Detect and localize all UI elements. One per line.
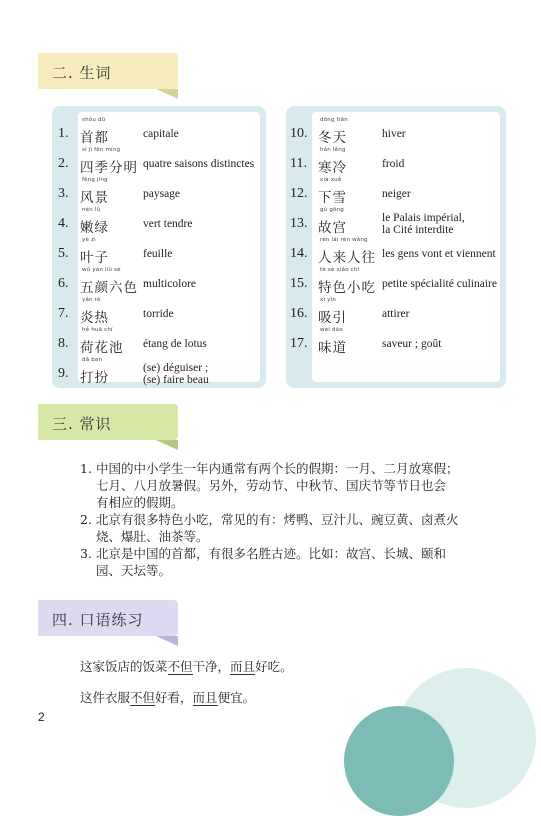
chinese-word: 四季分明 xyxy=(80,160,138,176)
sentence-part: 便宜。 xyxy=(217,690,256,705)
french-translation: capitale xyxy=(143,128,179,140)
pinyin: wǔ yán liù sè xyxy=(82,267,121,273)
culture-item-number: 1. xyxy=(80,461,92,476)
section-header-culture xyxy=(38,404,178,440)
vocab-row xyxy=(286,175,506,205)
pinyin: fēng jǐng xyxy=(82,177,108,183)
french-translation: vert tendre xyxy=(143,218,193,230)
vocab-panel-left xyxy=(52,106,266,388)
pinyin: dǎ ban xyxy=(82,357,103,363)
chinese-word: 荷花池 xyxy=(80,340,124,356)
vocab-row xyxy=(286,325,506,355)
section-header-vocabulary xyxy=(38,53,178,89)
vocab-number: 17. xyxy=(290,336,308,351)
sentence-part: 这家饭店的饭菜 xyxy=(80,659,168,674)
vocab-number: 3. xyxy=(58,186,69,201)
vocab-row xyxy=(52,355,266,385)
vocab-row xyxy=(286,295,506,325)
chinese-word: 故宫 xyxy=(318,220,347,236)
french-translation: feuille xyxy=(143,248,173,260)
french-translation: froid xyxy=(382,158,405,170)
header-corner xyxy=(156,440,178,450)
vocab-row xyxy=(52,145,266,175)
vocab-row xyxy=(286,115,506,145)
chinese-word: 吸引 xyxy=(318,310,347,326)
oral-sentence-2 xyxy=(80,688,255,706)
culture-item-line: 北京有很多特色小吃，常见的有：烤鸭、豆汁儿、豌豆黄、卤煮火 xyxy=(96,512,459,527)
chinese-word: 嫩绿 xyxy=(80,220,109,236)
vocab-number: 10. xyxy=(290,126,308,141)
culture-item-line: 七月、八月放暑假。另外，劳动节、中秋节、国庆节等节日也会 xyxy=(96,478,447,493)
chinese-word: 打扮 xyxy=(80,370,109,386)
pinyin: gù gōng xyxy=(320,207,344,213)
vocab-row xyxy=(52,295,266,325)
chinese-word: 寒冷 xyxy=(318,160,347,176)
section-header-oral xyxy=(38,600,178,636)
french-translation: petite spécialité culinaire xyxy=(382,278,497,290)
decorative-circle-dark xyxy=(344,706,454,816)
oral-sentence-1 xyxy=(80,657,293,675)
french-translation: étang de lotus xyxy=(143,338,207,350)
culture-item-number: 3. xyxy=(80,546,92,561)
vocab-number: 15. xyxy=(290,276,308,291)
vocab-number: 1. xyxy=(58,126,69,141)
header-corner xyxy=(156,89,178,99)
french-translation: attirer xyxy=(382,308,410,320)
section-title: 四. 口语练习 xyxy=(52,611,144,629)
pinyin: xià xuě xyxy=(320,177,342,183)
french-translation: le Palais impérial, xyxy=(382,212,465,224)
pinyin: shǒu dū xyxy=(82,117,106,123)
french-translation: neiger xyxy=(382,188,411,200)
chinese-word: 下雪 xyxy=(318,190,347,206)
underlined-word: 不但 xyxy=(130,690,156,705)
underlined-word: 不但 xyxy=(167,659,193,674)
chinese-word: 五颜六色 xyxy=(80,280,138,296)
vocab-number: 16. xyxy=(290,306,308,321)
vocab-number: 11. xyxy=(290,156,307,171)
culture-item-line: 园、天坛等。 xyxy=(96,563,172,578)
vocab-number: 5. xyxy=(58,246,69,261)
vocab-number: 12. xyxy=(290,186,308,201)
chinese-word: 特色小吃 xyxy=(318,280,376,296)
sentence-part: 好吃。 xyxy=(255,659,293,674)
pinyin: sì jì fēn míng xyxy=(82,147,121,153)
vocab-number: 2. xyxy=(58,156,69,171)
culture-item-number: 2. xyxy=(80,512,92,527)
pinyin: dōng tiān xyxy=(320,117,348,123)
vocab-number: 13. xyxy=(290,216,308,231)
vocab-row xyxy=(52,265,266,295)
french-translation: (se) faire beau xyxy=(143,374,209,386)
chinese-word: 风景 xyxy=(80,190,109,206)
vocab-number: 8. xyxy=(58,336,69,351)
vocab-row xyxy=(52,175,266,205)
french-translation: les gens vont et viennent xyxy=(382,248,496,260)
pinyin: hán lěng xyxy=(320,147,346,153)
vocab-row xyxy=(52,325,266,355)
sentence-part: 好看， xyxy=(155,690,193,705)
sentence-part: 干净， xyxy=(192,659,231,674)
vocab-number: 7. xyxy=(58,306,69,321)
vocab-row xyxy=(286,145,506,175)
vocab-row xyxy=(52,115,266,145)
chinese-word: 冬天 xyxy=(318,130,347,146)
pinyin: rén lái rén wǎng xyxy=(320,237,368,243)
vocab-row xyxy=(286,265,506,295)
french-translation: hiver xyxy=(382,128,406,140)
french-translation: torride xyxy=(143,308,174,320)
vocab-panel-right xyxy=(286,106,506,388)
chinese-word: 叶子 xyxy=(80,250,109,266)
pinyin: wèi dào xyxy=(320,327,343,333)
underlined-word: 而且 xyxy=(230,659,256,674)
culture-item-line: 北京是中国的首都，有很多名胜古迹。比如：故宫、长城、颐和 xyxy=(96,546,447,561)
french-translation: la Cité interdite xyxy=(382,224,454,236)
vocab-row xyxy=(286,205,506,235)
french-translation: quatre saisons distinctes xyxy=(143,158,255,170)
vocab-row xyxy=(52,205,266,235)
pinyin: nèn lǜ xyxy=(82,207,101,213)
french-translation: multicolore xyxy=(143,278,197,290)
french-translation: (se) déguiser ; xyxy=(143,362,209,374)
culture-item-line: 中国的中小学生一年内通常有两个长的假期：一月、二月放寒假； xyxy=(96,461,459,476)
pinyin: yán rè xyxy=(82,297,101,303)
culture-item-line: 有相应的假期。 xyxy=(96,495,184,510)
section-title: 二. 生词 xyxy=(52,64,112,82)
sentence-part: 这件衣服 xyxy=(80,690,131,705)
vocab-row xyxy=(286,235,506,265)
vocab-number: 14. xyxy=(290,246,308,261)
chinese-word: 炎热 xyxy=(80,310,109,326)
section-title: 三. 常识 xyxy=(52,415,112,433)
culture-item-line: 烧、爆肚、油茶等。 xyxy=(96,529,209,544)
chinese-word: 人来人往 xyxy=(318,250,376,266)
pinyin: hé huā chí xyxy=(82,327,113,333)
vocab-number: 6. xyxy=(58,276,69,291)
pinyin: yè zi xyxy=(82,237,96,243)
french-translation: saveur ; goût xyxy=(382,338,442,350)
vocab-number: 4. xyxy=(58,216,69,231)
chinese-word: 首都 xyxy=(80,130,109,146)
pinyin: tè sè xiǎo chī xyxy=(320,267,360,273)
pinyin: xī yǐn xyxy=(320,297,337,303)
french-translation: paysage xyxy=(143,188,181,200)
underlined-word: 而且 xyxy=(192,690,218,705)
page-number: 2 xyxy=(38,710,45,724)
header-corner xyxy=(156,636,178,646)
vocab-number: 9. xyxy=(58,366,69,381)
vocab-row xyxy=(52,235,266,265)
chinese-word: 味道 xyxy=(318,340,347,356)
